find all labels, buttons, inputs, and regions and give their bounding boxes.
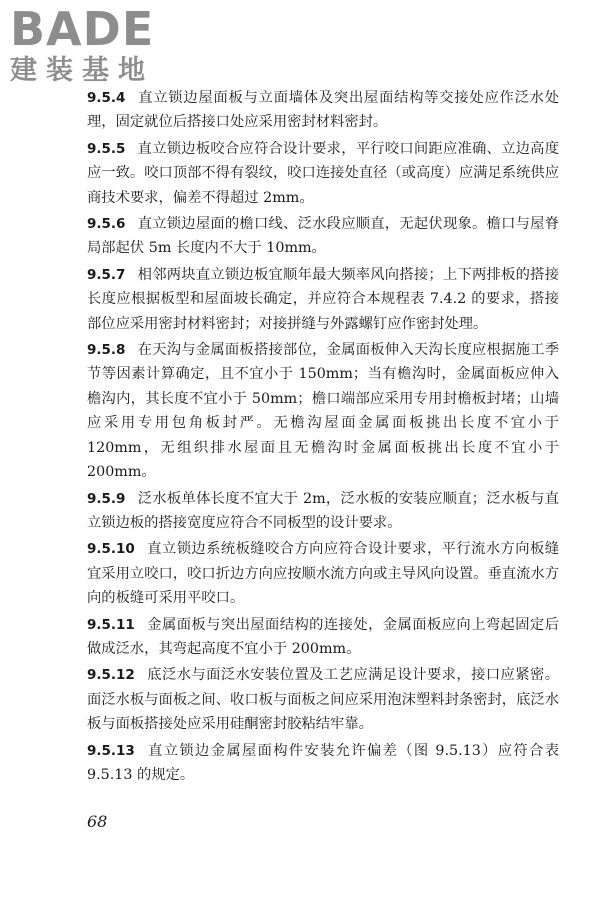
clause-text: 在天沟与金属面板搭接部位，金属面板伸入天沟长度应根据施工季节等因素计算确定，且不宜小于 150mm；当有檐沟时，金属面板应伸入檐沟内，其长度不宜小于 50mm；檐口端部应采用专用封檐板封堵；山墙应采用专用包角板封严。无檐沟屋面金属面板挑出长度不宜小于 120mm，无组织排水屋面且无檐沟时金属面板挑出长度不宜小于 200mm。 [87,342,559,481]
clause-9-5-5 [87,137,559,210]
document-body [87,86,559,789]
logo-wordmark: BADE [10,2,155,56]
clause-number: 9.5.6 [87,216,126,233]
bade-logo [10,4,154,86]
clause-9-5-9 [87,487,559,536]
clause-number: 9.5.8 [87,342,126,359]
clause-9-5-8 [87,338,559,484]
clause-number: 9.5.10 [87,541,135,558]
clause-9-5-6 [87,212,559,261]
clause-number: 9.5.13 [87,742,135,759]
clause-text: 直立锁边金属屋面构件安装允许偏差（图 9.5.13）应符合表 9.5.13 的规定。 [87,742,559,783]
clause-number: 9.5.5 [87,140,126,157]
clause-text: 底泛水与面泛水安装位置及工艺应满足设计要求，接口应紧密。面泛水板与面板之间、收口板与面板之间应采用泡沫塑料封条密封，底泛水板与面板搭接处应采用硅酮密封胶粘结牢靠。 [87,667,559,733]
clause-text: 泛水板单体长度不宜大于 2m，泛水板的安装应顺直；泛水板与直立锁边板的搭接宽度应符合不同板型的设计要求。 [87,490,559,531]
clause-number: 9.5.4 [87,90,126,106]
clause-9-5-10 [87,537,559,610]
clause-text: 直立锁边屋面板与立面墙体及突出屋面结构等交接处应作泛水处理，固定就位后搭接口处应采用密封材料密封。 [87,90,559,131]
logo-chinese-name: 建装基地 [10,55,154,86]
clause-text: 直立锁边屋面的檐口线、泛水段应顺直，无起伏现象。檐口与屋脊局部起伏 5m 长度内不大于 10mm。 [87,216,559,257]
clause-9-5-11 [87,613,559,662]
page-number: 68 [87,812,108,831]
clause-number: 9.5.12 [87,667,135,684]
clause-9-5-7 [87,263,559,336]
clause-text: 直立锁边板咬合应符合设计要求，平行咬口间距应准确、立边高度应一致。咬口顶部不得有裂纹，咬口连接处直径（或高度）应满足系统供应商技术要求，偏差不得超过 2mm。 [87,140,559,206]
clause-text: 相邻两块直立锁边板宜顺年最大频率风向搭接；上下两排板的搭接长度应根据板型和屋面坡长确定，并应符合本规程表 7.4.2 的要求，搭接部位应采用密封材料密封；对接拼缝与外露螺钉应作密封处理。 [87,266,559,332]
clause-9-5-13 [87,739,559,788]
clause-9-5-12 [87,663,559,736]
clause-text: 金属面板与突出屋面结构的连接处，金属面板应向上弯起固定后做成泛水，其弯起高度不宜小于 200mm。 [87,616,559,657]
clause-number: 9.5.9 [87,490,126,507]
clause-text: 直立锁边系统板缝咬合方向应符合设计要求，平行流水方向板缝宜采用立咬口，咬口折边方向应按顺水流方向或主导风向设置。垂直流水方向的板缝可采用平咬口。 [87,541,559,607]
clause-number: 9.5.11 [87,616,135,633]
clause-number: 9.5.7 [87,266,126,283]
clause-9-5-4 [87,86,559,135]
